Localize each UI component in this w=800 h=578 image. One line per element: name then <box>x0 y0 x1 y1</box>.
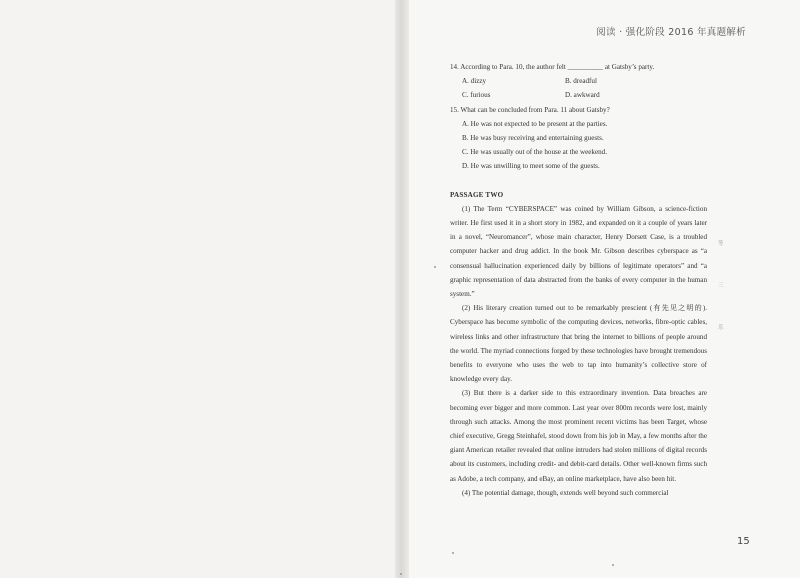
question-14-options <box>450 74 707 102</box>
scan-speck <box>400 573 402 575</box>
option-c: C. furious <box>462 91 491 100</box>
margin-mark: 等 <box>718 241 724 247</box>
option-c: C. He was usually out of the house at the weekend. <box>462 148 607 157</box>
passage-paragraph-1: (1) The Term “CYBERSPACE” was coined by William Gibson, a science-fiction writer. He first used it in a short story in 1982, and expanded on it a couple of years later in a novel, “Neuromancer”, whose main character, Henry Dorsett Case, is a troubled computer hacker and drug addict. In the book Mr. Gibson describes cyberspace as “a consensual hallucination experienced daily by billions of legitimate operators” and “a graphic representation of data abstracted from the banks of every computer in the human system.” <box>450 204 707 299</box>
option-d: D. He was unwilling to meet some of the guests. <box>462 162 600 171</box>
option-a: A. dizzy <box>462 77 487 86</box>
scan-speck <box>612 564 614 566</box>
question-15-options <box>450 117 707 174</box>
option-b: B. dreadful <box>565 77 597 86</box>
option-b: B. He was busy receiving and entertaining guests. <box>462 134 604 143</box>
passage-paragraph-2: (2) His literary creation turned out to be remarkably prescient (有先见之明的). Cyberspace has become symbolic of the computing devices, networks, fibre-optic cables, wireless links and other infrastructure that bring the internet to billions of people around the world. The myriad connections forged by these technologies have brought tremendous benefits to everyone who uses the web to tap into humanity’s collective store of knowledge every day. <box>450 304 707 384</box>
option-d: D. awkward <box>565 91 600 100</box>
running-header: 阅读 · 强化阶段 2016 年真题解析 <box>596 27 746 38</box>
book-gutter <box>395 0 409 578</box>
passage-paragraph-3: (3) But there is a darker side to this extraordinary invention. Data breaches are becoming ever bigger and more common. Last year over 800m records were lost, mainly through such attacks. Among the most prominent recent victims has been Target, whose chief executive, Gregg Steinhafel, stood down from his job in May, a few months after the giant American retailer revealed that online intruders had stolen millions of digital records about its customers, including credit- and debit-card details. Other well-known firms such as Adobe, a tech company, and eBay, an online marketplace, have also been hit. <box>450 389 707 483</box>
scan-speck <box>434 266 436 268</box>
question-14-stem: 14. According to Para. 10, the author felt __________ at Gatsby’s party. <box>450 63 655 71</box>
margin-mark: 乐 <box>718 325 724 331</box>
page-number: 15 <box>737 536 750 547</box>
page-content <box>450 60 707 500</box>
scan-speck <box>452 552 454 554</box>
passage-paragraph-4: (4) The potential damage, though, extends well beyond such commercial <box>462 488 669 497</box>
margin-mark: 三 <box>718 283 724 289</box>
passage-title: PASSAGE TWO <box>450 190 504 199</box>
option-a: A. He was not expected to be present at the parties. <box>462 119 608 128</box>
question-15-stem: 15. What can be concluded from Para. 11 about Gatsby? <box>450 105 610 114</box>
